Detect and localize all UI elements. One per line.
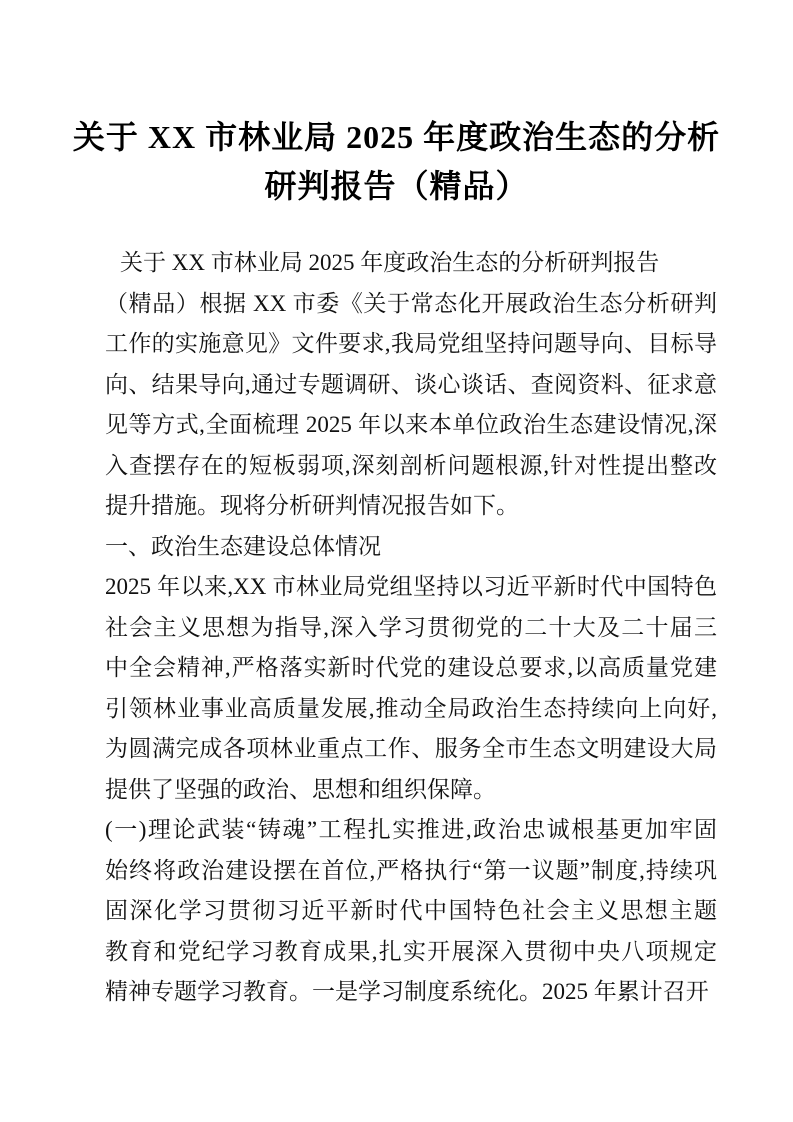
body-line: 精神专题学习教育。一是学习制度系统化。2025 年累计召开 — [105, 979, 709, 1004]
body-line: 2025 年以来,XX 市林业局党组坚持以习近平新时代中国特色 — [105, 574, 717, 599]
document-title — [0, 0, 793, 211]
document-title-line-2: 研判报告（精品） — [264, 168, 529, 204]
body-line-section-heading: 一、政治生态建设总体情况 — [105, 533, 381, 559]
body-line: 向、结果导向,通过专题调研、谈心谈话、查阅资料、征求意 — [105, 371, 717, 397]
body-line: 固深化学习贯彻习近平新时代中国特色社会主义思想主题 — [105, 898, 717, 923]
body-line: 见等方式,全面梳理 2025 年以来本单位政治生态建设情况,深 — [105, 412, 717, 437]
body-line: 教育和党纪学习教育成果,扎实开展深入贯彻中央八项规定 — [105, 938, 717, 964]
body-line: 提供了坚强的政治、思想和组织保障。 — [105, 776, 496, 802]
body-line: 始终将政治建设摆在首位,严格执行“第一议题”制度,持续巩 — [105, 857, 717, 883]
body-line: （精品）根据 XX 市委《关于常态化开展政治生态分析研判 — [105, 290, 717, 316]
body-line: 提升措施。现将分析研判情况报告如下。 — [105, 493, 519, 518]
body-line: 工作的实施意见》文件要求,我局党组坚持问题导向、目标导 — [105, 331, 717, 356]
body-line: 关于 XX 市林业局 2025 年度政治生态的分析研判报告 — [120, 250, 660, 275]
body-line: 中全会精神,严格落实新时代党的建设总要求,以高质量党建 — [105, 655, 717, 680]
document-body — [105, 243, 717, 1013]
body-line: 入查摆存在的短板弱项,深刻剖析问题根源,针对性提出整改 — [105, 452, 717, 478]
body-line: 社会主义思想为指导,深入学习贯彻党的二十大及二十届三 — [105, 614, 717, 640]
body-line: 为圆满完成各项林业重点工作、服务全市生态文明建设大局 — [105, 736, 717, 761]
body-line-subsection-heading: (一)理论武装“铸魂”工程扎实推进,政治忠诚根基更加牢固 — [105, 817, 717, 842]
document-title-line-1: 关于 XX 市林业局 2025 年度政治生态的分析 — [72, 119, 721, 155]
body-line: 引领林业事业高质量发展,推动全局政治生态持续向上向好, — [105, 695, 717, 721]
